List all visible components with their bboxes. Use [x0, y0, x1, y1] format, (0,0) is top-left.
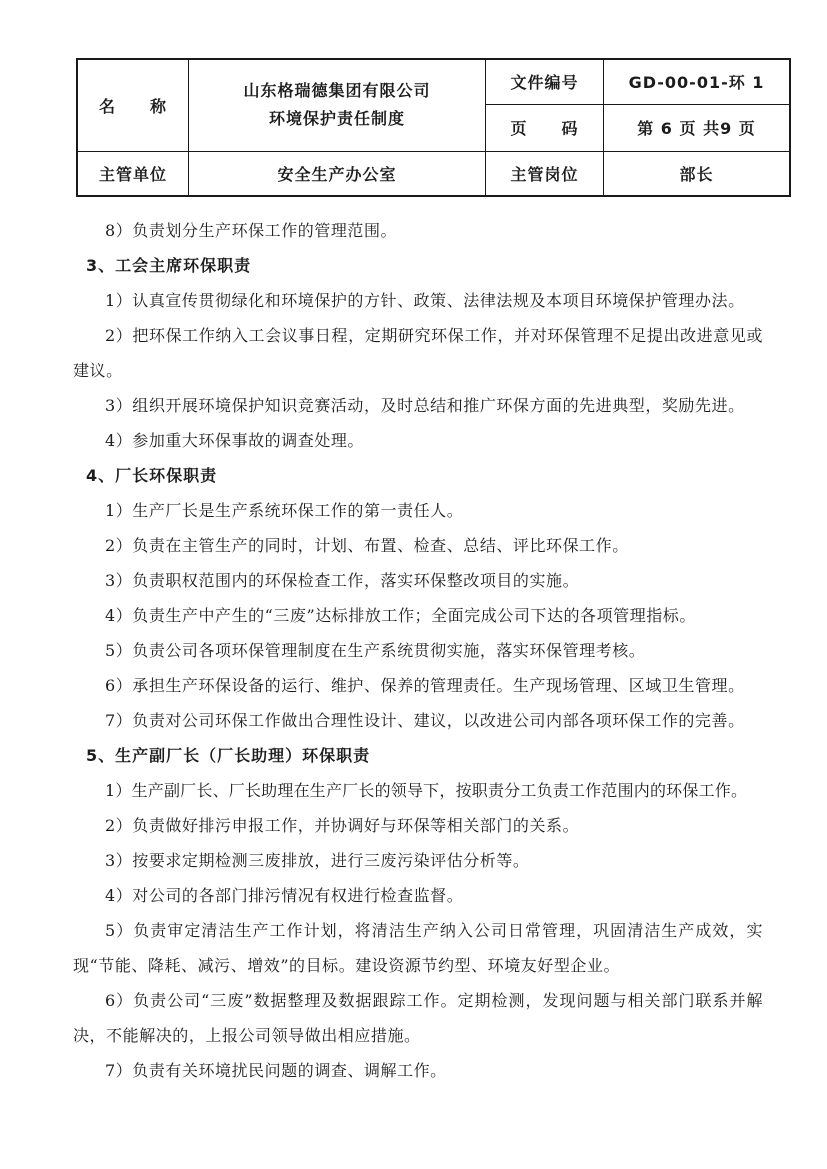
post-label: 主管岗位 [486, 151, 604, 196]
document-body [73, 213, 763, 1088]
document-title-line2: 环境保护责任制度 [268, 109, 405, 129]
header-name-label: 名 称 [77, 59, 189, 151]
list-item: 6）承担生产环保设备的运行、维护、保养的管理责任。生产现场管理、区域卫生管理。 [105, 676, 745, 695]
list-item: 8）负责划分生产环保工作的管理范围。 [105, 221, 398, 240]
list-item: 6）负责公司“三废”数据整理及数据跟踪工作。定期检测，发现问题与相关部门联系并解决，不能解决的，上报公司领导做出相应措施。 [73, 991, 763, 1045]
section-heading: 3、工会主席环保职责 [86, 256, 252, 275]
list-item: 1）生产厂长是生产系统环保工作的第一责任人。 [105, 501, 464, 520]
list-item: 7）负责对公司环保工作做出合理性设计、建议，以改进公司内部各项环保工作的完善。 [105, 711, 745, 730]
section-heading: 5、生产副厂长（厂长助理）环保职责 [86, 746, 371, 765]
list-item: 4）负责生产中产生的“三废”达标排放工作；全面完成公司下达的各项管理指标。 [105, 606, 696, 625]
list-item: 2）负责做好排污申报工作，并协调好与环保等相关部门的关系。 [105, 816, 580, 835]
page-number-value: 第 6 页 共9 页 [604, 104, 791, 151]
document-header-table [76, 58, 791, 197]
post-value: 部长 [604, 151, 791, 196]
list-item: 5）负责审定清洁生产工作计划，将清洁生产纳入公司日常管理，巩固清洁生产成效，实现“节能、降耗、减污、增效”的目标。建设资源节约型、环境友好型企业。 [73, 921, 763, 975]
doc-number-label: 文件编号 [486, 59, 604, 104]
list-item: 5）负责公司各项环保管理制度在生产系统贯彻实施，落实环保管理考核。 [105, 641, 646, 660]
list-item: 1）生产副厂长、厂长助理在生产厂长的领导下，按职责分工负责工作范围内的环保工作。 [105, 781, 748, 800]
document-title-line1: 山东格瑞德集团有限公司 [243, 81, 431, 101]
list-item: 7）负责有关环境扰民问题的调查、调解工作。 [105, 1061, 447, 1080]
list-item: 3）按要求定期检测三废排放，进行三废污染评估分析等。 [105, 851, 530, 870]
dept-label: 主管单位 [77, 151, 189, 196]
list-item: 3）负责职权范围内的环保检查工作，落实环保整改项目的实施。 [105, 571, 580, 590]
page-number-label: 页 码 [486, 104, 604, 151]
list-item: 2）把环保工作纳入工会议事日程，定期研究环保工作，并对环保管理不足提出改进意见或建议。 [73, 326, 763, 380]
list-item: 2）负责在主管生产的同时，计划、布置、检查、总结、评比环保工作。 [105, 536, 629, 555]
list-item: 3）组织开展环境保护知识竞赛活动，及时总结和推广环保方面的先进典型，奖励先进。 [105, 396, 745, 415]
list-item: 1）认真宣传贯彻绿化和环境保护的方针、政策、法律法规及本项目环境保护管理办法。 [105, 291, 745, 310]
list-item: 4）对公司的各部门排污情况有权进行检查监督。 [105, 886, 464, 905]
list-item: 4）参加重大环保事故的调查处理。 [105, 431, 364, 450]
section-heading: 4、厂长环保职责 [86, 466, 218, 485]
doc-number-value: GD-00-01-环 1 [604, 59, 791, 104]
dept-value: 安全生产办公室 [189, 151, 486, 196]
document-title [189, 59, 486, 151]
